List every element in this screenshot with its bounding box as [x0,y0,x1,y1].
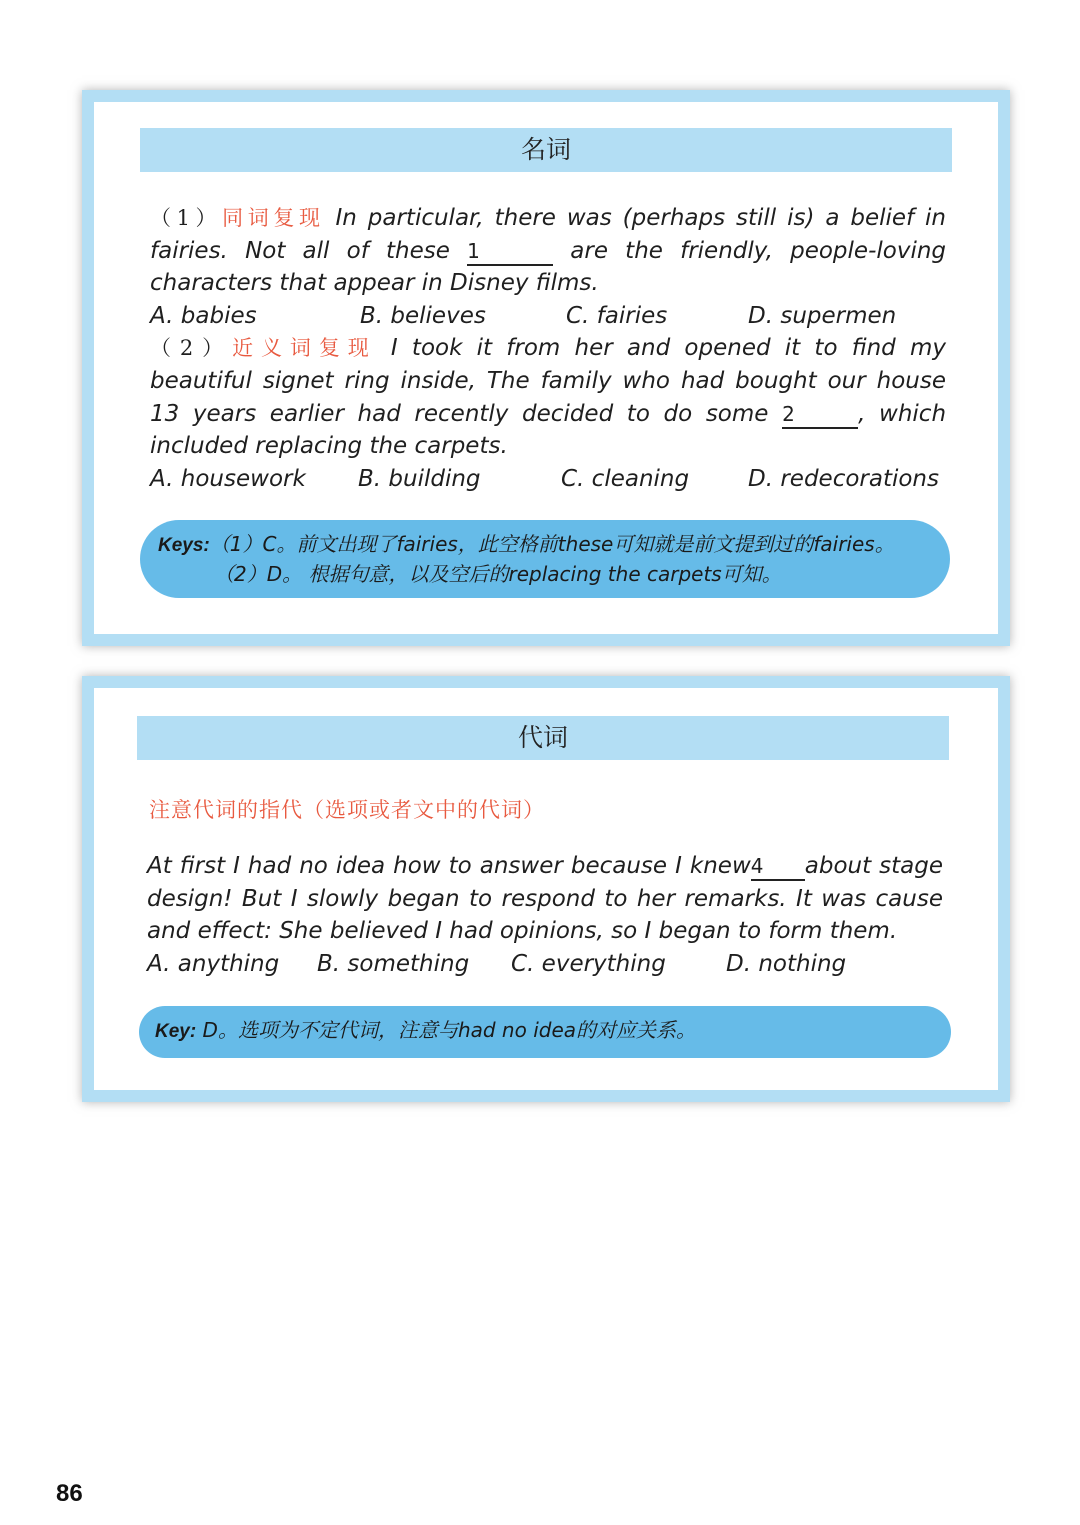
p-options [147,948,943,981]
q2-options [150,463,946,496]
q2-option-b: B. building [358,465,481,492]
q2-text-post: , which [858,400,947,427]
p-text-pre: At first I had no idea how to answer because I knew [147,853,751,879]
key-text: D。选项为不定代词，注意与had no idea的对应关系。 [202,1018,697,1042]
page-number: 86 [56,1480,83,1507]
pronoun-card [82,676,1010,1102]
pronoun-question [147,850,943,980]
key-1-text: （1）C。前文出现了fairies，此空格前these可知就是前文提到过的fairies。 [209,532,895,556]
q1-line-2 [150,235,946,268]
key-line [155,1016,951,1046]
q1-options [150,300,946,333]
q2-text-pre: 13 years earlier had recently decided to do some [150,400,769,427]
pronoun-section-title: 代词 [137,716,949,760]
noun-section-title: 名词 [140,128,952,172]
q2-number: （2） [150,336,233,361]
noun-questions [150,202,946,495]
q2-option-c: C. cleaning [561,465,690,492]
q2-option-a: A. housework [150,465,306,492]
noun-keys-box [140,520,950,598]
p-option-a: A. anything [147,950,280,977]
p-line-3: and effect: She believed I had opinions, so I began to form them. [147,918,898,945]
q2-tag: 近义词复现 [232,336,377,361]
q2-line-3 [150,398,946,431]
pronoun-key-box [139,1006,951,1058]
q2-text: I took it from her and opened it to find my [390,335,947,362]
blank-4: 4 [751,853,805,881]
q1-option-a: A. babies [150,302,257,329]
pronoun-note: 注意代词的指代（选项或者文中的代词） [149,798,545,822]
q2-line-2: beautiful signet ring inside, The family who had bought our house [150,367,946,394]
key-label: Key: [155,1021,197,1042]
p-line-2: design! But I slowly began to respond to her remarks. It was cause [147,885,943,912]
q1-option-c: C. fairies [566,302,668,329]
blank-2: 2 [782,401,858,429]
keys-line-2: （2）D。 根据句意，以及空后的replacing the carpets可知。 [214,562,782,586]
q1-number: （1） [150,206,223,230]
p-line-1 [147,850,943,883]
q1-option-d: D. supermen [748,302,897,329]
q1-line-1 [150,202,946,235]
q2-line-4: included replacing the carpets. [150,433,508,460]
p-option-c: C. everything [511,950,666,977]
q1-text-pre: fairies. Not all of these [150,237,450,264]
q1-tag: 同词复现 [222,206,325,230]
p-option-d: D. nothing [726,950,847,977]
p-option-b: B. something [317,950,470,977]
q2-option-d: D. redecorations [748,465,939,492]
noun-card [82,90,1010,646]
q2-line-1 [150,332,946,365]
keys-line-1 [158,530,950,560]
q1-text: In particular, there was (perhaps still is) a belief in [335,205,947,231]
p-text-post: about stage [804,853,943,879]
blank-1: 1 [467,238,553,266]
q1-option-b: B. believes [360,302,486,329]
q1-text-post: are the friendly, people-loving [570,237,947,264]
q1-line-3: characters that appear in Disney films. [150,270,599,297]
keys-label: Keys: [158,535,210,556]
